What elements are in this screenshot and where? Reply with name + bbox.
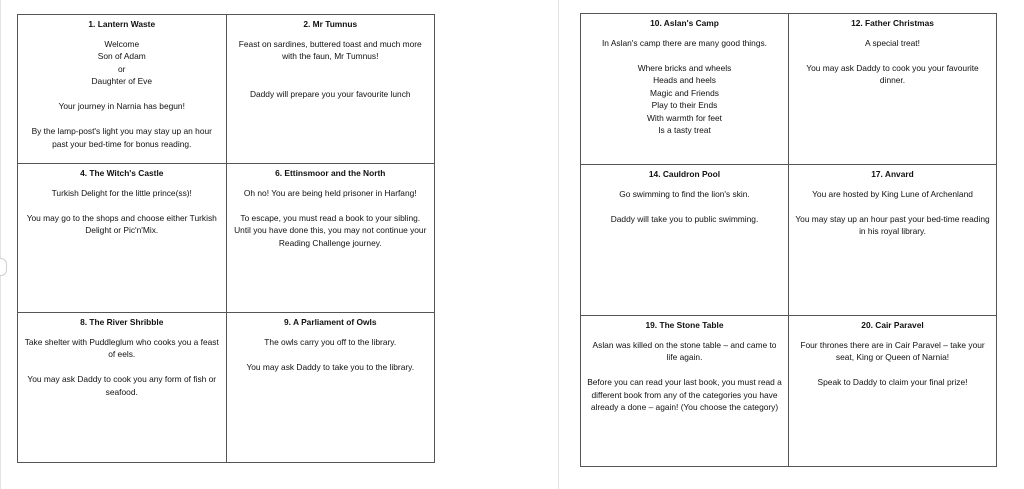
- challenge-cell: [18, 164, 227, 313]
- challenge-cell: [18, 313, 227, 463]
- cell-title: 20. Cair Paravel: [861, 320, 924, 330]
- challenge-cell: [789, 14, 997, 165]
- cell-title: 2. Mr Tumnus: [303, 19, 358, 29]
- scroll-handle[interactable]: [0, 258, 7, 276]
- cell-title: 17. Anvard: [871, 169, 914, 179]
- challenge-cell: [226, 164, 435, 313]
- cell-body: Oh no! You are being held prisoner in Harfang! To escape, you must read a book to your sibling. Until you have done this, you may not continue your Reading Challenge journey.: [234, 187, 427, 248]
- cell-body: Feast on sardines, buttered toast and much more with the faun, Mr Tumnus! Daddy will prepare you your favourite lunch: [238, 38, 422, 99]
- challenge-cell: [581, 14, 789, 165]
- cell-body: Take shelter with Puddleglum who cooks you a feast of eels. You may ask Daddy to cook you any form of fish or seafood.: [24, 336, 219, 397]
- challenge-cell: [789, 165, 997, 316]
- cell-title: 19. The Stone Table: [645, 320, 724, 330]
- cell-body: Turkish Delight for the little prince(ss)! You may go to the shops and choose either Turkish Delight or Pic'n'Mix.: [26, 187, 217, 235]
- cell-title: 12. Father Christmas: [851, 18, 934, 28]
- cell-title: 10. Aslan's Camp: [650, 18, 719, 28]
- cell-title: 8. The River Shribble: [80, 317, 164, 327]
- reading-challenge-table-right: [580, 13, 997, 467]
- challenge-cell: [581, 316, 789, 467]
- cell-title: 14. Cauldron Pool: [648, 169, 721, 179]
- cell-title: 1. Lantern Waste: [88, 19, 156, 29]
- cell-body: Aslan was killed on the stone table – and came to life again. Before you can read your last book, you must read a different book from any of the categories you have already a done – again! (You choose the category): [587, 339, 782, 412]
- challenge-cell: [226, 15, 435, 164]
- cell-title: 6. Ettinsmoor and the North: [275, 168, 386, 178]
- challenge-cell: [789, 316, 997, 467]
- page-edge-left: [0, 0, 1, 489]
- cell-title: 9. A Parliament of Owls: [284, 317, 377, 327]
- cell-body: You are hosted by King Lune of Archenland You may stay up an hour past your bed-time reading in his royal library.: [795, 188, 990, 236]
- challenge-cell: [581, 165, 789, 316]
- page-edge-right: [558, 0, 559, 489]
- cell-title: 4. The Witch's Castle: [80, 168, 164, 178]
- cell-body: The owls carry you off to the library. You may ask Daddy to take you to the library.: [246, 336, 415, 372]
- reading-challenge-table-left: [17, 14, 435, 463]
- cell-body: In Aslan's camp there are many good things. Where bricks and wheels Heads and heels Magic and Friends Play to their Ends With warmth for feet Is a tasty treat: [601, 37, 767, 135]
- cell-body: A special treat! You may ask Daddy to cook you your favourite dinner.: [806, 37, 979, 85]
- challenge-cell: [226, 313, 435, 463]
- cell-body: Welcome Son of Adam or Daughter of Eve Your journey in Narnia has begun! By the lamp-post's light you may stay up an hour past your bed-time for bonus reading.: [31, 38, 212, 149]
- cell-body: Four thrones there are in Cair Paravel – take your seat, King or Queen of Narnia! Speak to Daddy to claim your final prize!: [800, 339, 985, 387]
- challenge-cell: [18, 15, 227, 164]
- cell-body: Go swimming to find the lion's skin. Daddy will take you to public swimming.: [610, 188, 759, 224]
